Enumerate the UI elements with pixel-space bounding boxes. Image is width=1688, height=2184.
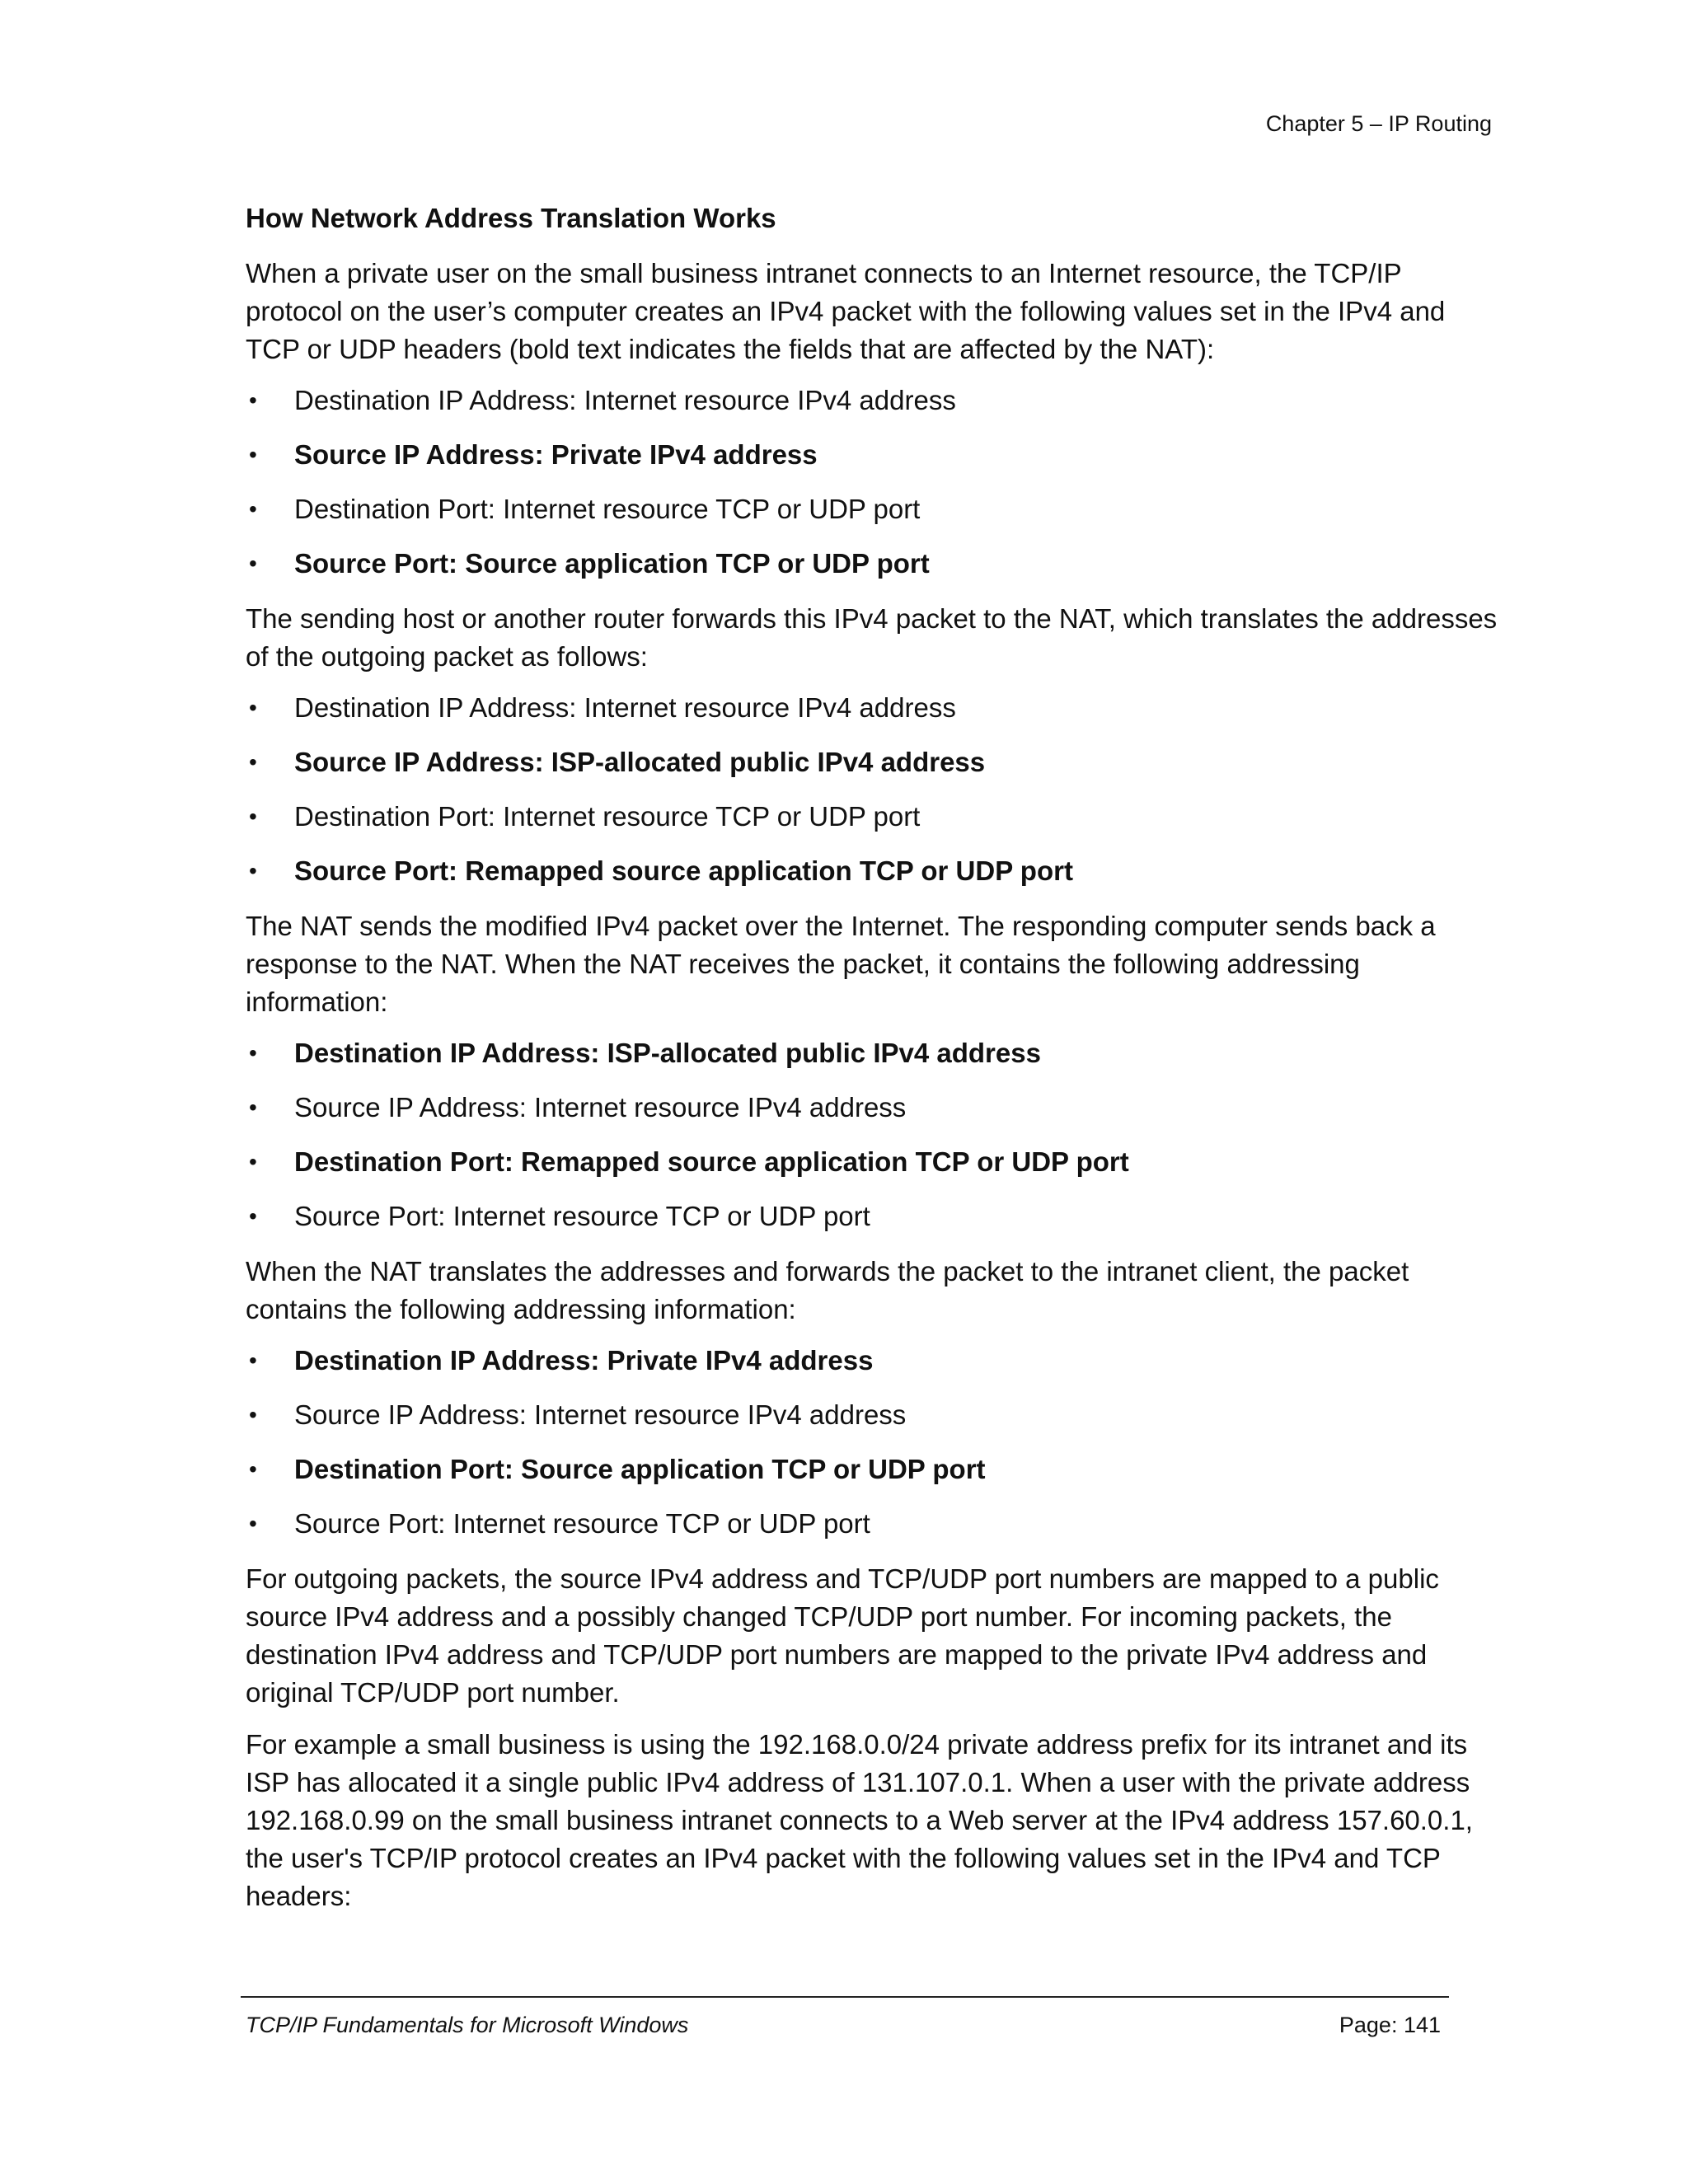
bullet-icon: • — [249, 1456, 257, 1482]
bullet-text: Source IP Address: ISP-allocated public IPv4 address — [294, 747, 986, 777]
bullet-icon: • — [249, 695, 257, 720]
bullet-item — [246, 1144, 1498, 1180]
paragraph-nat-outgoing: The sending host or another router forwards this IPv4 packet to the NAT, which translates the addresses of the outgoing packet as follows: — [246, 603, 1498, 672]
paragraph-nat-response: The NAT sends the modified IPv4 packet over the Internet. The responding computer sends back a response to the NAT. When the NAT receives the packet, it contains the following addressing information: — [246, 911, 1436, 1017]
paragraph-intro: When a private user on the small business intranet connects to an Internet resource, the TCP/IP protocol on the user’s computer creates an IPv4 packet with the following values set in the IPv4 and TCP or UDP headers (bold text indicates the fields that are affected by the NAT): — [246, 258, 1446, 364]
bullet-item — [246, 1198, 1498, 1235]
bullet-icon: • — [249, 804, 257, 829]
footer-book-title: TCP/IP Fundamentals for Microsoft Windows — [246, 2013, 689, 2037]
bullet-item — [246, 1035, 1498, 1071]
bullet-text: Destination IP Address: ISP-allocated public IPv4 address — [294, 1038, 1041, 1068]
bullet-text: Destination Port: Source application TCP or UDP port — [294, 1454, 986, 1484]
bullet-icon: • — [249, 496, 257, 522]
bullet-text: Destination IP Address: Private IPv4 address — [294, 1345, 874, 1376]
bullet-item — [246, 799, 1498, 835]
bullet-icon: • — [249, 1094, 257, 1120]
bullet-text: Source Port: Remapped source application TCP or UDP port — [294, 855, 1073, 886]
bullet-icon: • — [249, 1347, 257, 1373]
bullet-text: Source IP Address: Private IPv4 address — [294, 439, 818, 470]
bullet-item — [246, 546, 1498, 582]
bullet-icon: • — [249, 1203, 257, 1229]
running-header: Chapter 5 – IP Routing — [1265, 111, 1492, 136]
bullet-item — [246, 853, 1498, 889]
bullet-item — [246, 1506, 1498, 1542]
section-heading: How Network Address Translation Works — [246, 203, 776, 233]
bullet-item — [246, 690, 1498, 726]
bullet-text: Destination IP Address: Internet resource IPv4 address — [294, 385, 956, 415]
bullet-list-outgoing-translated — [246, 690, 1498, 889]
bullet-list-outgoing-original — [246, 382, 1498, 582]
paragraph-example: For example a small business is using the 192.168.0.0/24 private address prefix for its intranet and its ISP has allocated it a single public IPv4 address of 131.107.0.1. When a user with the private address 192.168.0.99 on the small business intranet connects to a Web server at the IPv4 address 157.60.0.1, the user's TCP/IP protocol creates an IPv4 packet with the following values set in the IPv4 and TCP headers: — [246, 1729, 1473, 1911]
bullet-icon: • — [249, 858, 257, 883]
bullet-text: Source Port: Internet resource TCP or UDP port — [294, 1508, 870, 1539]
bullet-icon: • — [249, 1511, 257, 1536]
bullet-text: Destination Port: Internet resource TCP or UDP port — [294, 801, 921, 832]
bullet-text: Source Port: Source application TCP or UDP port — [294, 548, 930, 579]
bullet-item — [246, 1451, 1498, 1488]
bullet-item — [246, 744, 1498, 780]
bullet-item — [246, 1090, 1498, 1126]
bullet-icon: • — [249, 1040, 257, 1066]
bullet-icon: • — [249, 749, 257, 775]
bullet-item — [246, 1397, 1498, 1433]
bullet-text: Destination Port: Remapped source application TCP or UDP port — [294, 1146, 1129, 1177]
paragraph-nat-forward: When the NAT translates the addresses and forwards the packet to the intranet client, the packet contains the following addressing information: — [246, 1256, 1409, 1324]
footer-divider — [241, 1996, 1449, 1998]
bullet-icon: • — [249, 442, 257, 467]
footer-page-number: Page: 141 — [1339, 2013, 1441, 2037]
bullet-list-incoming-translated — [246, 1343, 1498, 1542]
bullet-icon: • — [249, 1149, 257, 1174]
paragraph-mapping-summary: For outgoing packets, the source IPv4 address and TCP/UDP port numbers are mapped to a public source IPv4 address and a possibly changed TCP/UDP port number. For incoming packets, the destination IPv4 address and TCP/UDP port numbers are mapped to the private IPv4 address and original TCP/UDP port number. — [246, 1563, 1439, 1708]
bullet-text: Destination Port: Internet resource TCP or UDP port — [294, 494, 921, 524]
bullet-item — [246, 437, 1498, 473]
bullet-text: Source IP Address: Internet resource IPv4 address — [294, 1399, 907, 1430]
bullet-item — [246, 491, 1498, 527]
bullet-list-incoming-received — [246, 1035, 1498, 1235]
bullet-icon: • — [249, 387, 257, 413]
bullet-item — [246, 382, 1498, 419]
page-body — [246, 200, 1498, 1929]
bullet-icon: • — [249, 551, 257, 576]
bullet-text: Source Port: Internet resource TCP or UDP port — [294, 1201, 870, 1231]
bullet-item — [246, 1343, 1498, 1379]
bullet-text: Destination IP Address: Internet resource IPv4 address — [294, 692, 956, 723]
bullet-icon: • — [249, 1402, 257, 1427]
bullet-text: Source IP Address: Internet resource IPv4 address — [294, 1092, 907, 1122]
